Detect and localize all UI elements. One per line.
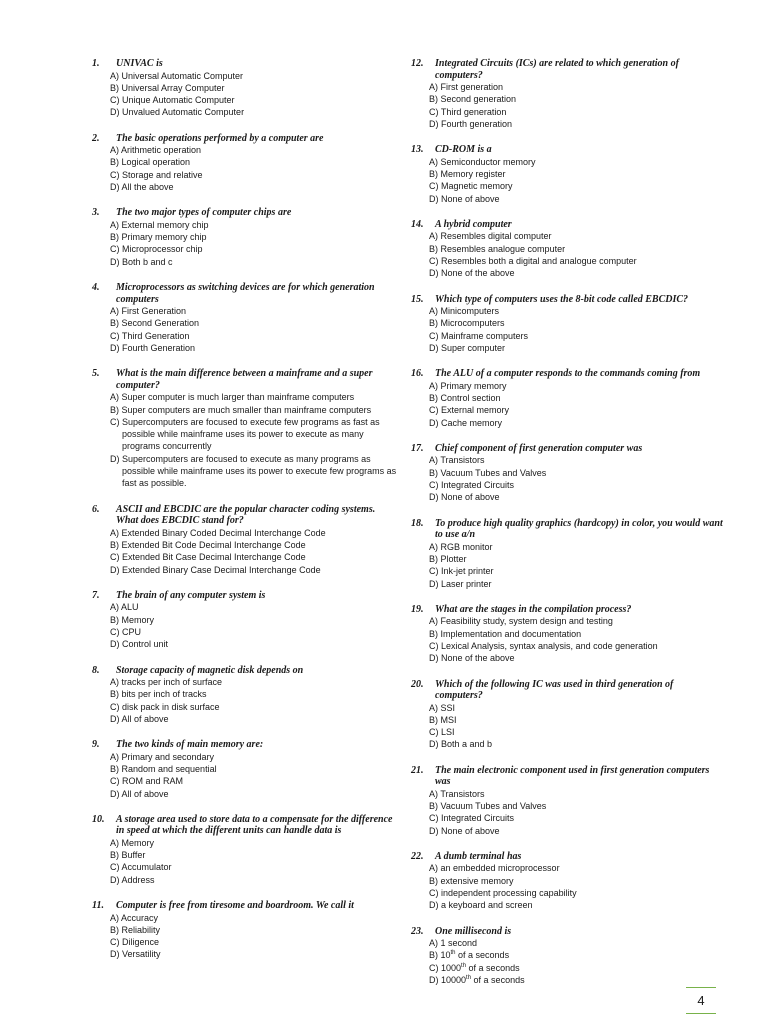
right-question-column — [411, 57, 723, 999]
question-1 — [92, 57, 398, 119]
answer-option: D) Both a and b — [429, 739, 493, 750]
answer-option: C) 1000th of a seconds — [429, 962, 520, 973]
question-text: Microprocessors as switching devices are for which generation computers — [116, 282, 375, 305]
answer-option: A) Super computer is much larger than mainframe computers — [110, 392, 355, 403]
answer-option: A) Resembles digital computer — [429, 231, 552, 242]
answer-option: C) Microprocessor chip — [110, 244, 203, 255]
question-22 — [411, 850, 723, 912]
question-number: 14. — [411, 218, 424, 230]
answer-option: A) ALU — [110, 602, 139, 613]
question-23 — [411, 925, 723, 987]
question-head — [411, 603, 723, 616]
answer-option: B) bits per inch of tracks — [110, 689, 207, 700]
answer-option: B) Implementation and documentation — [429, 628, 582, 639]
question-16 — [411, 367, 723, 429]
answer-option: C) Third generation — [429, 106, 507, 117]
question-number: 15. — [411, 293, 424, 305]
answer-option: C) Supercomputers are focused to execute few programs as fast as possible while mainframe uses its power to execute as many programs concurrently — [110, 416, 380, 452]
question-3 — [92, 206, 398, 268]
answer-option: D) Laser printer — [429, 578, 492, 589]
question-number: 22. — [411, 850, 424, 862]
question-number: 1. — [92, 58, 100, 69]
answer-option: D) Unvalued Automatic Computer — [110, 107, 245, 118]
question-number: 13. — [411, 144, 424, 156]
answer-option: D) None of above — [429, 492, 500, 503]
question-head — [92, 664, 398, 677]
answer-option: D) Control unit — [110, 639, 169, 650]
answer-option: A) Semiconductor memory — [429, 156, 536, 167]
answer-option: B) Second generation — [429, 94, 517, 105]
answer-option: D) Fourth generation — [429, 118, 513, 129]
question-4 — [92, 281, 398, 354]
question-number: 10. — [92, 813, 105, 825]
question-text: To produce high quality graphics (hardcopy) in color, you would want to use a/n — [435, 517, 723, 541]
question-text: Which of the following IC was used in third generation of computers? — [435, 678, 674, 701]
question-8 — [92, 664, 398, 726]
question-head — [92, 738, 398, 751]
answer-option: A) Primary memory — [429, 380, 507, 391]
answer-option: C) Diligence — [110, 937, 160, 948]
answer-option: D) None of the above — [429, 653, 515, 664]
question-12 — [411, 57, 723, 130]
answer-option: B) Resembles analogue computer — [429, 243, 566, 254]
question-number: 11. — [92, 900, 104, 912]
question-head — [92, 589, 398, 602]
question-head — [411, 143, 723, 156]
question-number: 23. — [411, 925, 424, 937]
answer-option: C) Magnetic memory — [429, 181, 513, 192]
answer-option: B) Vacuum Tubes and Valves — [429, 467, 547, 478]
answer-option: D) None of above — [429, 825, 500, 836]
question-14 — [411, 218, 723, 280]
answer-option: D) All the above — [110, 182, 174, 193]
answer-option: C) Accumulator — [110, 862, 172, 873]
answer-option: A) an embedded microprocessor — [429, 863, 560, 874]
answer-option: B) Vacuum Tubes and Valves — [429, 800, 547, 811]
answer-option: A) 1 second — [429, 938, 478, 949]
question-head — [411, 678, 723, 702]
answer-option: C) disk pack in disk surface — [110, 701, 220, 712]
answer-option: C) Lexical Analysis, syntax analysis, and code generation — [429, 640, 658, 651]
answer-option: C) Unique Automatic Computer — [110, 95, 235, 106]
answer-option: D) Address — [110, 874, 155, 885]
question-text: The ALU of a computer responds to the commands coming from — [435, 368, 701, 380]
answer-option: A) SSI — [429, 702, 456, 713]
answer-option: A) First Generation — [110, 306, 187, 317]
question-text: Integrated Circuits (ICs) are related to which generation of computers? — [435, 58, 679, 81]
question-number: 9. — [92, 739, 100, 751]
answer-option: D) None of above — [429, 193, 500, 204]
answer-option: B) Random and sequential — [110, 763, 217, 774]
question-number: 3. — [92, 207, 100, 219]
question-text: The two major types of computer chips are — [116, 207, 292, 219]
question-text: ASCII and EBCDIC are the popular character coding systems. What does EBCDIC stand for? — [116, 503, 376, 527]
question-number: 8. — [92, 664, 100, 676]
question-number: 7. — [92, 589, 100, 601]
question-number: 5. — [92, 368, 100, 380]
question-18 — [411, 517, 723, 590]
question-head — [92, 899, 398, 912]
answer-option: B) Buffer — [110, 850, 146, 861]
answer-option: A) Extended Binary Coded Decimal Interchange Code — [110, 527, 326, 538]
question-number: 16. — [411, 368, 424, 380]
answer-option: D) Fourth Generation — [110, 342, 196, 353]
question-text: UNIVAC is — [116, 58, 163, 69]
answer-option: B) Universal Array Computer — [110, 82, 225, 93]
answer-option: A) Universal Automatic Computer — [110, 70, 244, 81]
question-head — [92, 206, 398, 219]
left-question-column — [92, 57, 398, 974]
question-number: 17. — [411, 442, 424, 454]
answer-option: A) Accuracy — [110, 912, 159, 923]
question-head — [411, 764, 723, 788]
question-19 — [411, 603, 723, 665]
question-5 — [92, 367, 398, 489]
question-21 — [411, 764, 723, 837]
answer-option: A) Memory — [110, 837, 155, 848]
question-text: A hybrid computer — [435, 218, 512, 230]
answer-option: B) extensive memory — [429, 875, 514, 886]
answer-option: D) 10000th of a seconds — [429, 974, 525, 985]
answer-option: B) Logical operation — [110, 157, 191, 168]
question-head — [411, 293, 723, 306]
answer-option: A) RGB monitor — [429, 541, 493, 552]
answer-option: B) Extended Bit Code Decimal Interchange Code — [110, 539, 306, 550]
answer-option: C) Resembles both a digital and analogue computer — [429, 255, 637, 266]
answer-option: C) Integrated Circuits — [429, 813, 515, 824]
answer-option: D) All of above — [110, 713, 169, 724]
answer-option: B) Plotter — [429, 553, 467, 564]
answer-option: B) Control section — [429, 393, 501, 404]
answer-option: C) independent processing capability — [429, 887, 577, 898]
answer-option: B) Memory — [110, 614, 155, 625]
question-head — [92, 813, 398, 837]
answer-option: C) Third Generation — [110, 330, 190, 341]
question-text: The two kinds of main memory are: — [116, 739, 264, 751]
question-text: A dumb terminal has — [435, 850, 522, 862]
question-15 — [411, 293, 723, 355]
question-head — [411, 218, 723, 231]
answer-option: B) Second Generation — [110, 318, 200, 329]
question-2 — [92, 132, 398, 194]
answer-option: C) LSI — [429, 727, 455, 738]
answer-option: A) First generation — [429, 82, 504, 92]
question-head — [92, 367, 398, 391]
answer-option: C) Ink-jet printer — [429, 566, 494, 577]
question-head — [411, 57, 723, 81]
page-number-box — [686, 987, 716, 1014]
question-10 — [92, 813, 398, 886]
question-text: What is the main difference between a mainframe and a super computer? — [116, 368, 373, 391]
answer-option: D) Cache memory — [429, 417, 503, 428]
question-text: The basic operations performed by a computer are — [116, 132, 324, 144]
answer-option: B) Memory register — [429, 168, 506, 179]
question-13 — [411, 143, 723, 205]
answer-option: D) Extended Binary Case Decimal Interchange Code — [110, 564, 321, 575]
answer-option: B) Super computers are much smaller than mainframe computers — [110, 404, 372, 415]
answer-option: A) External memory chip — [110, 219, 209, 230]
question-number: 18. — [411, 517, 424, 529]
answer-option: A) Arithmetic operation — [110, 145, 202, 156]
answer-option: B) MSI — [429, 714, 457, 725]
question-head — [411, 925, 723, 938]
question-text: Chief component of first generation computer was — [435, 442, 643, 454]
question-text: One millisecond is — [435, 925, 512, 937]
answer-option: A) tracks per inch of surface — [110, 677, 223, 687]
answer-option: C) CPU — [110, 626, 141, 637]
question-head — [411, 850, 723, 863]
answer-option: D) Both b and c — [110, 256, 173, 267]
question-text: Storage capacity of magnetic disk depends on — [116, 664, 304, 676]
answer-option: B) 10th of a seconds — [429, 950, 510, 961]
answer-option: C) External memory — [429, 405, 510, 416]
answer-option: C) Integrated Circuits — [429, 480, 515, 491]
question-text: The brain of any computer system is — [116, 589, 266, 601]
question-text: Which type of computers uses the 8-bit code called EBCDIC? — [435, 293, 689, 305]
question-7 — [92, 589, 398, 651]
question-text: The main electronic component used in first generation computers was — [435, 764, 710, 788]
question-head — [411, 367, 723, 380]
question-text: Computer is free from tiresome and boardroom. We call it — [116, 900, 354, 912]
answer-option: D) Versatility — [110, 949, 161, 960]
answer-option: D) Supercomputers are focused to execute as many programs as possible while mainframe uses its power to execute few programs as fast as possible. — [110, 453, 397, 489]
question-number: 12. — [411, 58, 424, 69]
answer-option: B) Primary memory chip — [110, 232, 207, 243]
question-head — [92, 57, 398, 70]
question-6 — [92, 503, 398, 576]
question-number: 2. — [92, 132, 100, 144]
question-head — [92, 281, 398, 305]
answer-option: C) Mainframe computers — [429, 330, 529, 341]
answer-option: D) All of above — [110, 788, 169, 799]
answer-option: B) Reliability — [110, 924, 161, 935]
answer-option: A) Minicomputers — [429, 306, 500, 317]
answer-option: B) Microcomputers — [429, 318, 505, 329]
answer-option: A) Primary and secondary — [110, 751, 215, 762]
question-9 — [92, 738, 398, 800]
question-text: A storage area used to store data to a compensate for the difference in speed at which the different units can handle data is — [116, 813, 393, 837]
page-number: 4 — [697, 993, 705, 1008]
answer-option: A) Transistors — [429, 788, 485, 799]
answer-option: A) Feasibility study, system design and testing — [429, 616, 613, 627]
question-20 — [411, 678, 723, 751]
question-number: 6. — [92, 503, 100, 515]
question-number: 19. — [411, 603, 424, 615]
answer-option: D) a keyboard and screen — [429, 900, 533, 911]
question-number: 4. — [92, 282, 100, 294]
answer-option: D) None of the above — [429, 268, 515, 279]
answer-option: C) ROM and RAM — [110, 776, 184, 787]
question-head — [92, 503, 398, 527]
answer-option: C) Extended Bit Case Decimal Interchange Code — [110, 552, 306, 563]
question-number: 21. — [411, 764, 424, 776]
question-number: 20. — [411, 678, 424, 690]
question-text: What are the stages in the compilation process? — [435, 603, 632, 615]
question-head — [411, 517, 723, 541]
answer-option: C) Storage and relative — [110, 169, 203, 180]
question-11 — [92, 899, 398, 961]
answer-option: A) Transistors — [429, 455, 485, 466]
question-17 — [411, 442, 723, 504]
question-text: CD-ROM is a — [435, 144, 492, 156]
question-head — [92, 132, 398, 145]
answer-option: D) Super computer — [429, 342, 506, 353]
question-head — [411, 442, 723, 455]
